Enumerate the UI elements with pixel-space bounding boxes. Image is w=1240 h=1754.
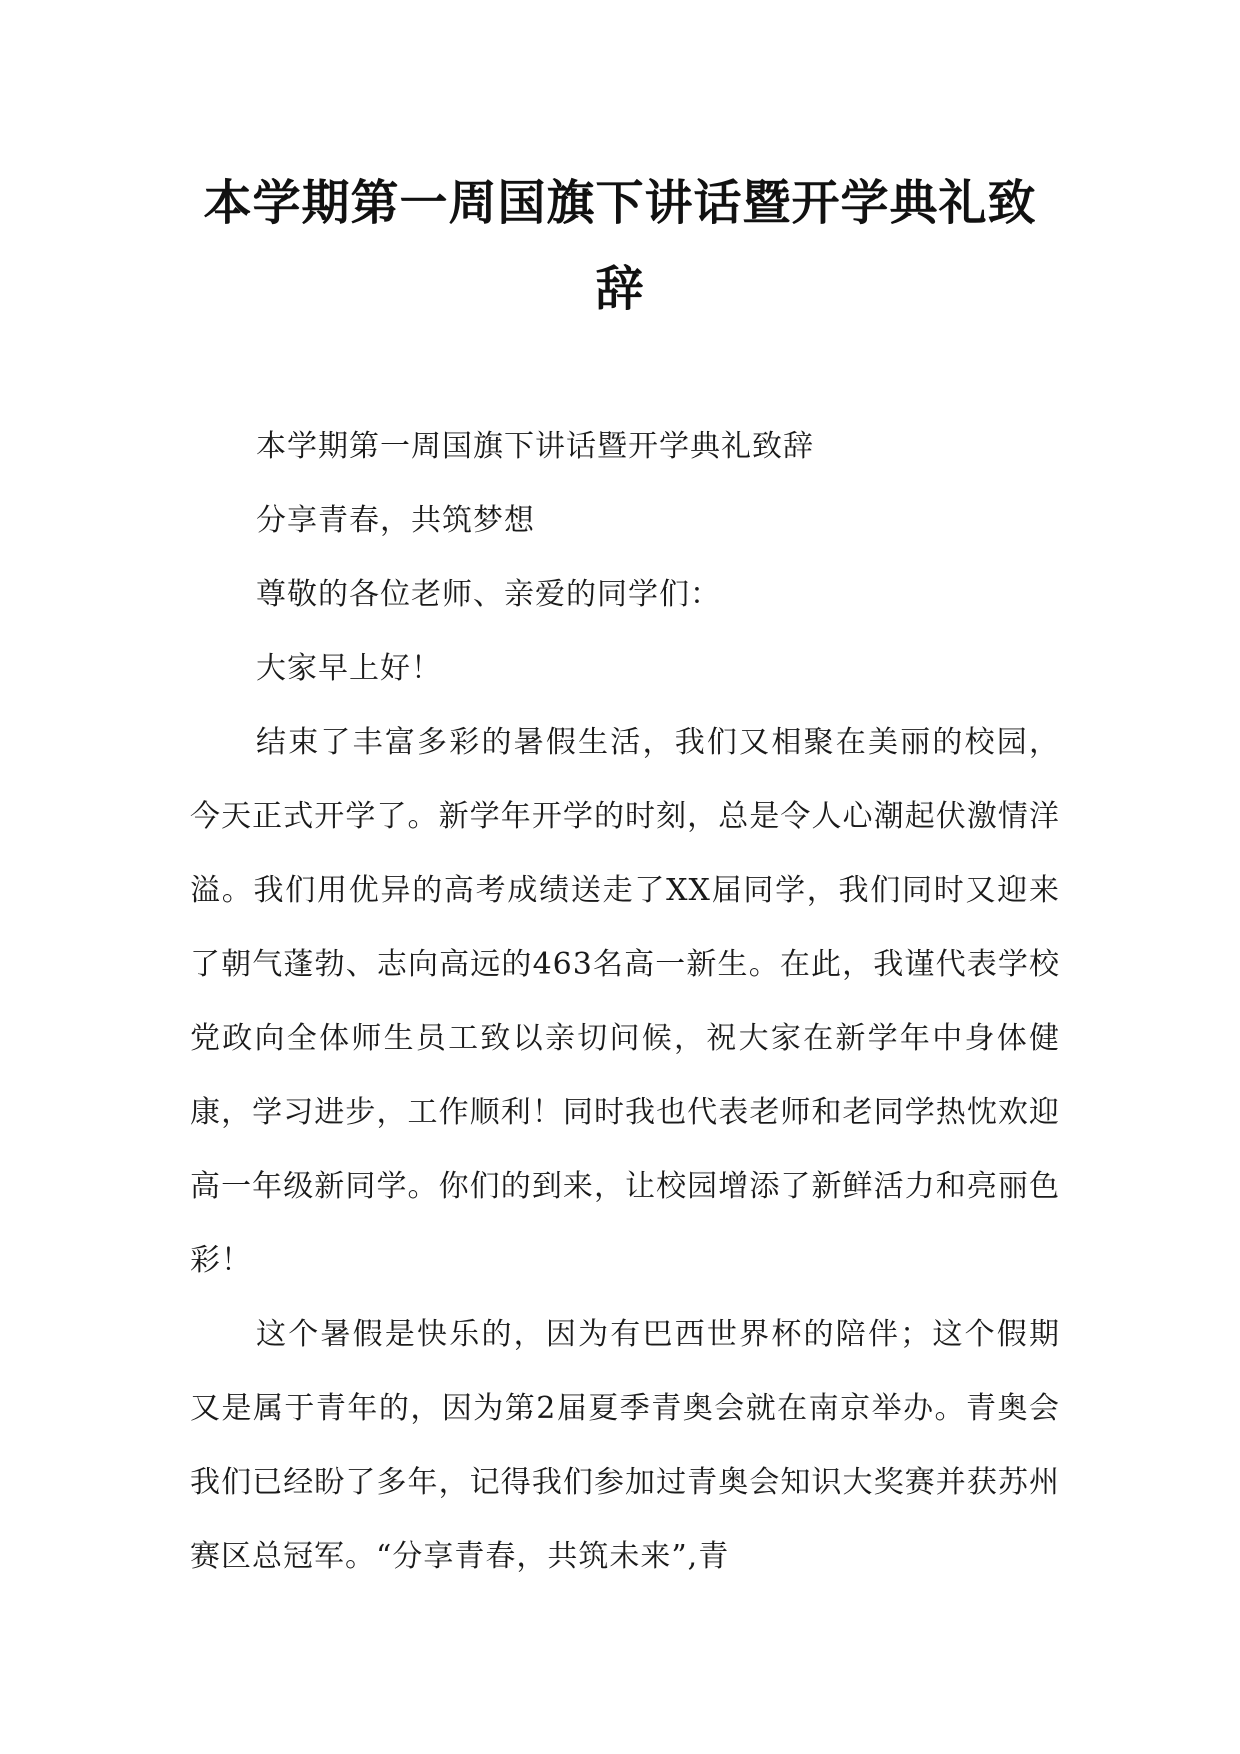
paragraph-greeting: 大家早上好！ [256,651,442,686]
paragraph-body-2: 这个暑假是快乐的，因为有巴西世界杯的陪伴；这个假期又是属于青年的，因为第2届夏季青奥会就在南京举办。青奥会我们已经盼了多年，记得我们参加过青奥会知识大奖赛并获苏州赛区总冠军。“分享青春，共筑未来”,青 [190,1317,1060,1574]
paragraph-subtitle: 分享青春，共筑梦想 [256,503,535,538]
document-title: 本学期第一周国旗下讲话暨开学典礼致辞 [203,175,1037,317]
paragraph-heading-repeat: 本学期第一周国旗下讲话暨开学典礼致辞 [256,429,814,464]
document-body [190,410,1060,1594]
paragraph-body-1: 结束了丰富多彩的暑假生活，我们又相聚在美丽的校园，今天正式开学了。新学年开学的时刻，总是令人心潮起伏激情洋溢。我们用优异的高考成绩送走了XX届同学，我们同时又迎来了朝气蓬勃、志向高远的463名高一新生。在此，我谨代表学校党政向全体师生员工致以亲切问候，祝大家在新学年中身体健康，学习进步，工作顺利！同时我也代表老师和老同学热忱欢迎高一年级新同学。你们的到来，让校园增添了新鲜活力和亮丽色彩！ [190,725,1060,1278]
paragraph-salutation: 尊敬的各位老师、亲爱的同学们： [256,577,721,612]
